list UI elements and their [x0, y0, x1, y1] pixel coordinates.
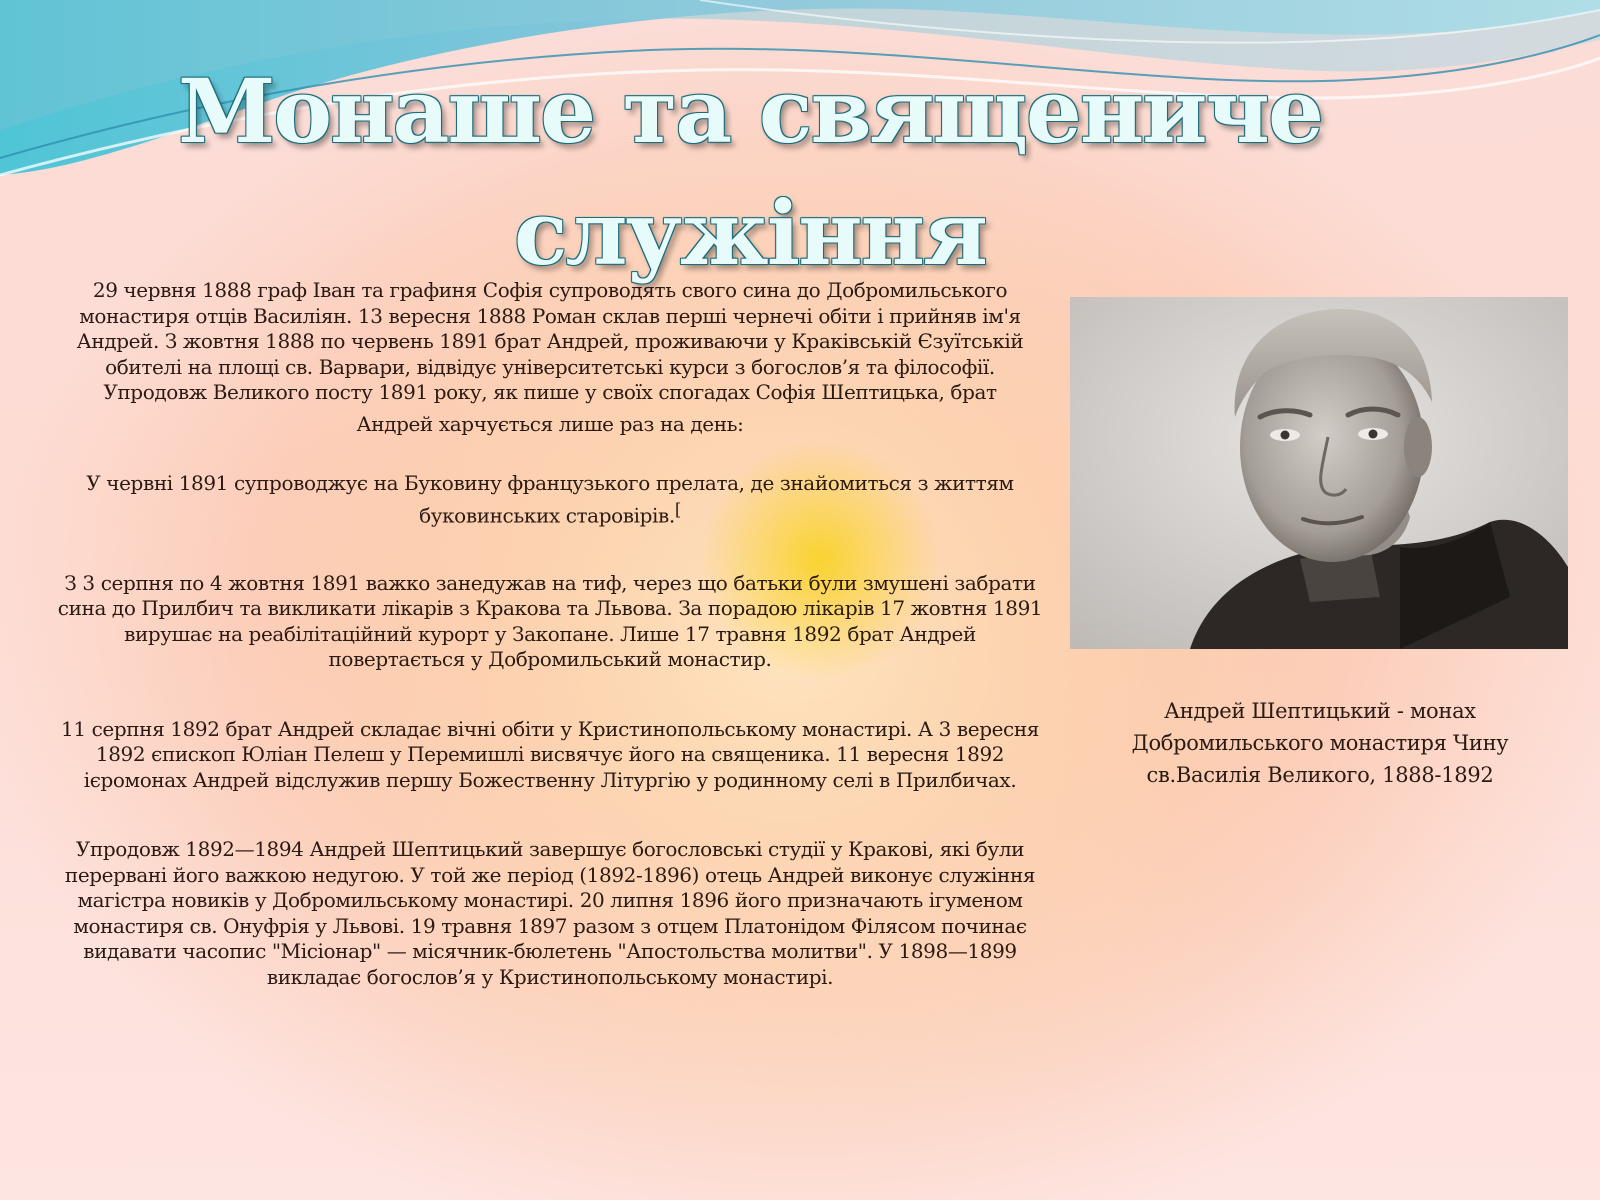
paragraph-1-tail: Андрей харчується лише раз на день: — [356, 411, 744, 436]
paragraph-5: Упродовж 1892—1894 Андрей Шептицький завершує богословські студії у Кракові, які були перервані його важкою недугою. У той же період (1892-1896) отець Андрей виконує служіння магістра новиків у Добромильському монастирі. 20 липня 1896 його призначають ігуменом монастиря св. Онуфрія у Львові. 19 травня 1897 разом з отцем Платонідом Філясом починає видавати часопис "Місіонар" — місячник-бюлетень "Апостольства молитви". У 1898—1899 викладає богослов’я у Кристинопольському монастирі. — [64, 837, 1036, 989]
paragraph-1-text: 29 червня 1888 граф Іван та графиня Софія супроводять свого сина до Добромильського монастиря отців Василіян. 13 вересня 1888 Роман склав перші чернечі обіти і прийняв ім'я Андрей. З жовтня 1888 по червень 1891 брат Андрей, проживаючи у Краківській Єзуїтській обителі на площі св. Варвари, відвідує університетські курси з богослов’я та філософії. Упродовж Великого посту 1891 року, як пише у своїх спогадах Софія Шептицька, брат — [76, 278, 1024, 404]
slide-title: Монаше та священиче служіння — [178, 59, 1322, 285]
paragraph-3: З 3 серпня по 4 жовтня 1891 важко занедужав на тиф, через що батьки були змушені забрати сина до Прилбич та викликати лікарів з Кракова та Львова. За порадою лікарів 17 жовтня 1891 вирушає на реабілітаційний курорт у Закопане. Лише 17 травня 1892 брат Андрей повертається у Добромильський монастир. — [57, 570, 1043, 672]
portrait-illustration — [1070, 297, 1568, 649]
photo-caption: Андрей Шептицький - монах Добромильського монастиря Чину св.Василія Великого, 1888-1892 — [1131, 699, 1509, 787]
paragraph-4: 11 серпня 1892 брат Андрей складає вічні обіти у Кристинопольському монастирі. А 3 вересня 1892 єпископ Юліан Пелеш у Перемишлі висвячує його на священика. 11 вересня 1892 ієромонах Андрей відслужив першу Божественну Літургію у родинному селі в Прилбичах. — [61, 716, 1039, 792]
footnote-mark: [ — [674, 499, 681, 519]
paragraph-2 — [55, 471, 1045, 529]
paragraph-1 — [55, 278, 1045, 437]
body-text — [55, 278, 1045, 990]
portrait-photo — [1070, 297, 1568, 649]
paragraph-2-text: У червні 1891 супроводжує на Буковину французького прелата, де знайомиться з життям буковинських старовірів. — [86, 471, 1014, 528]
